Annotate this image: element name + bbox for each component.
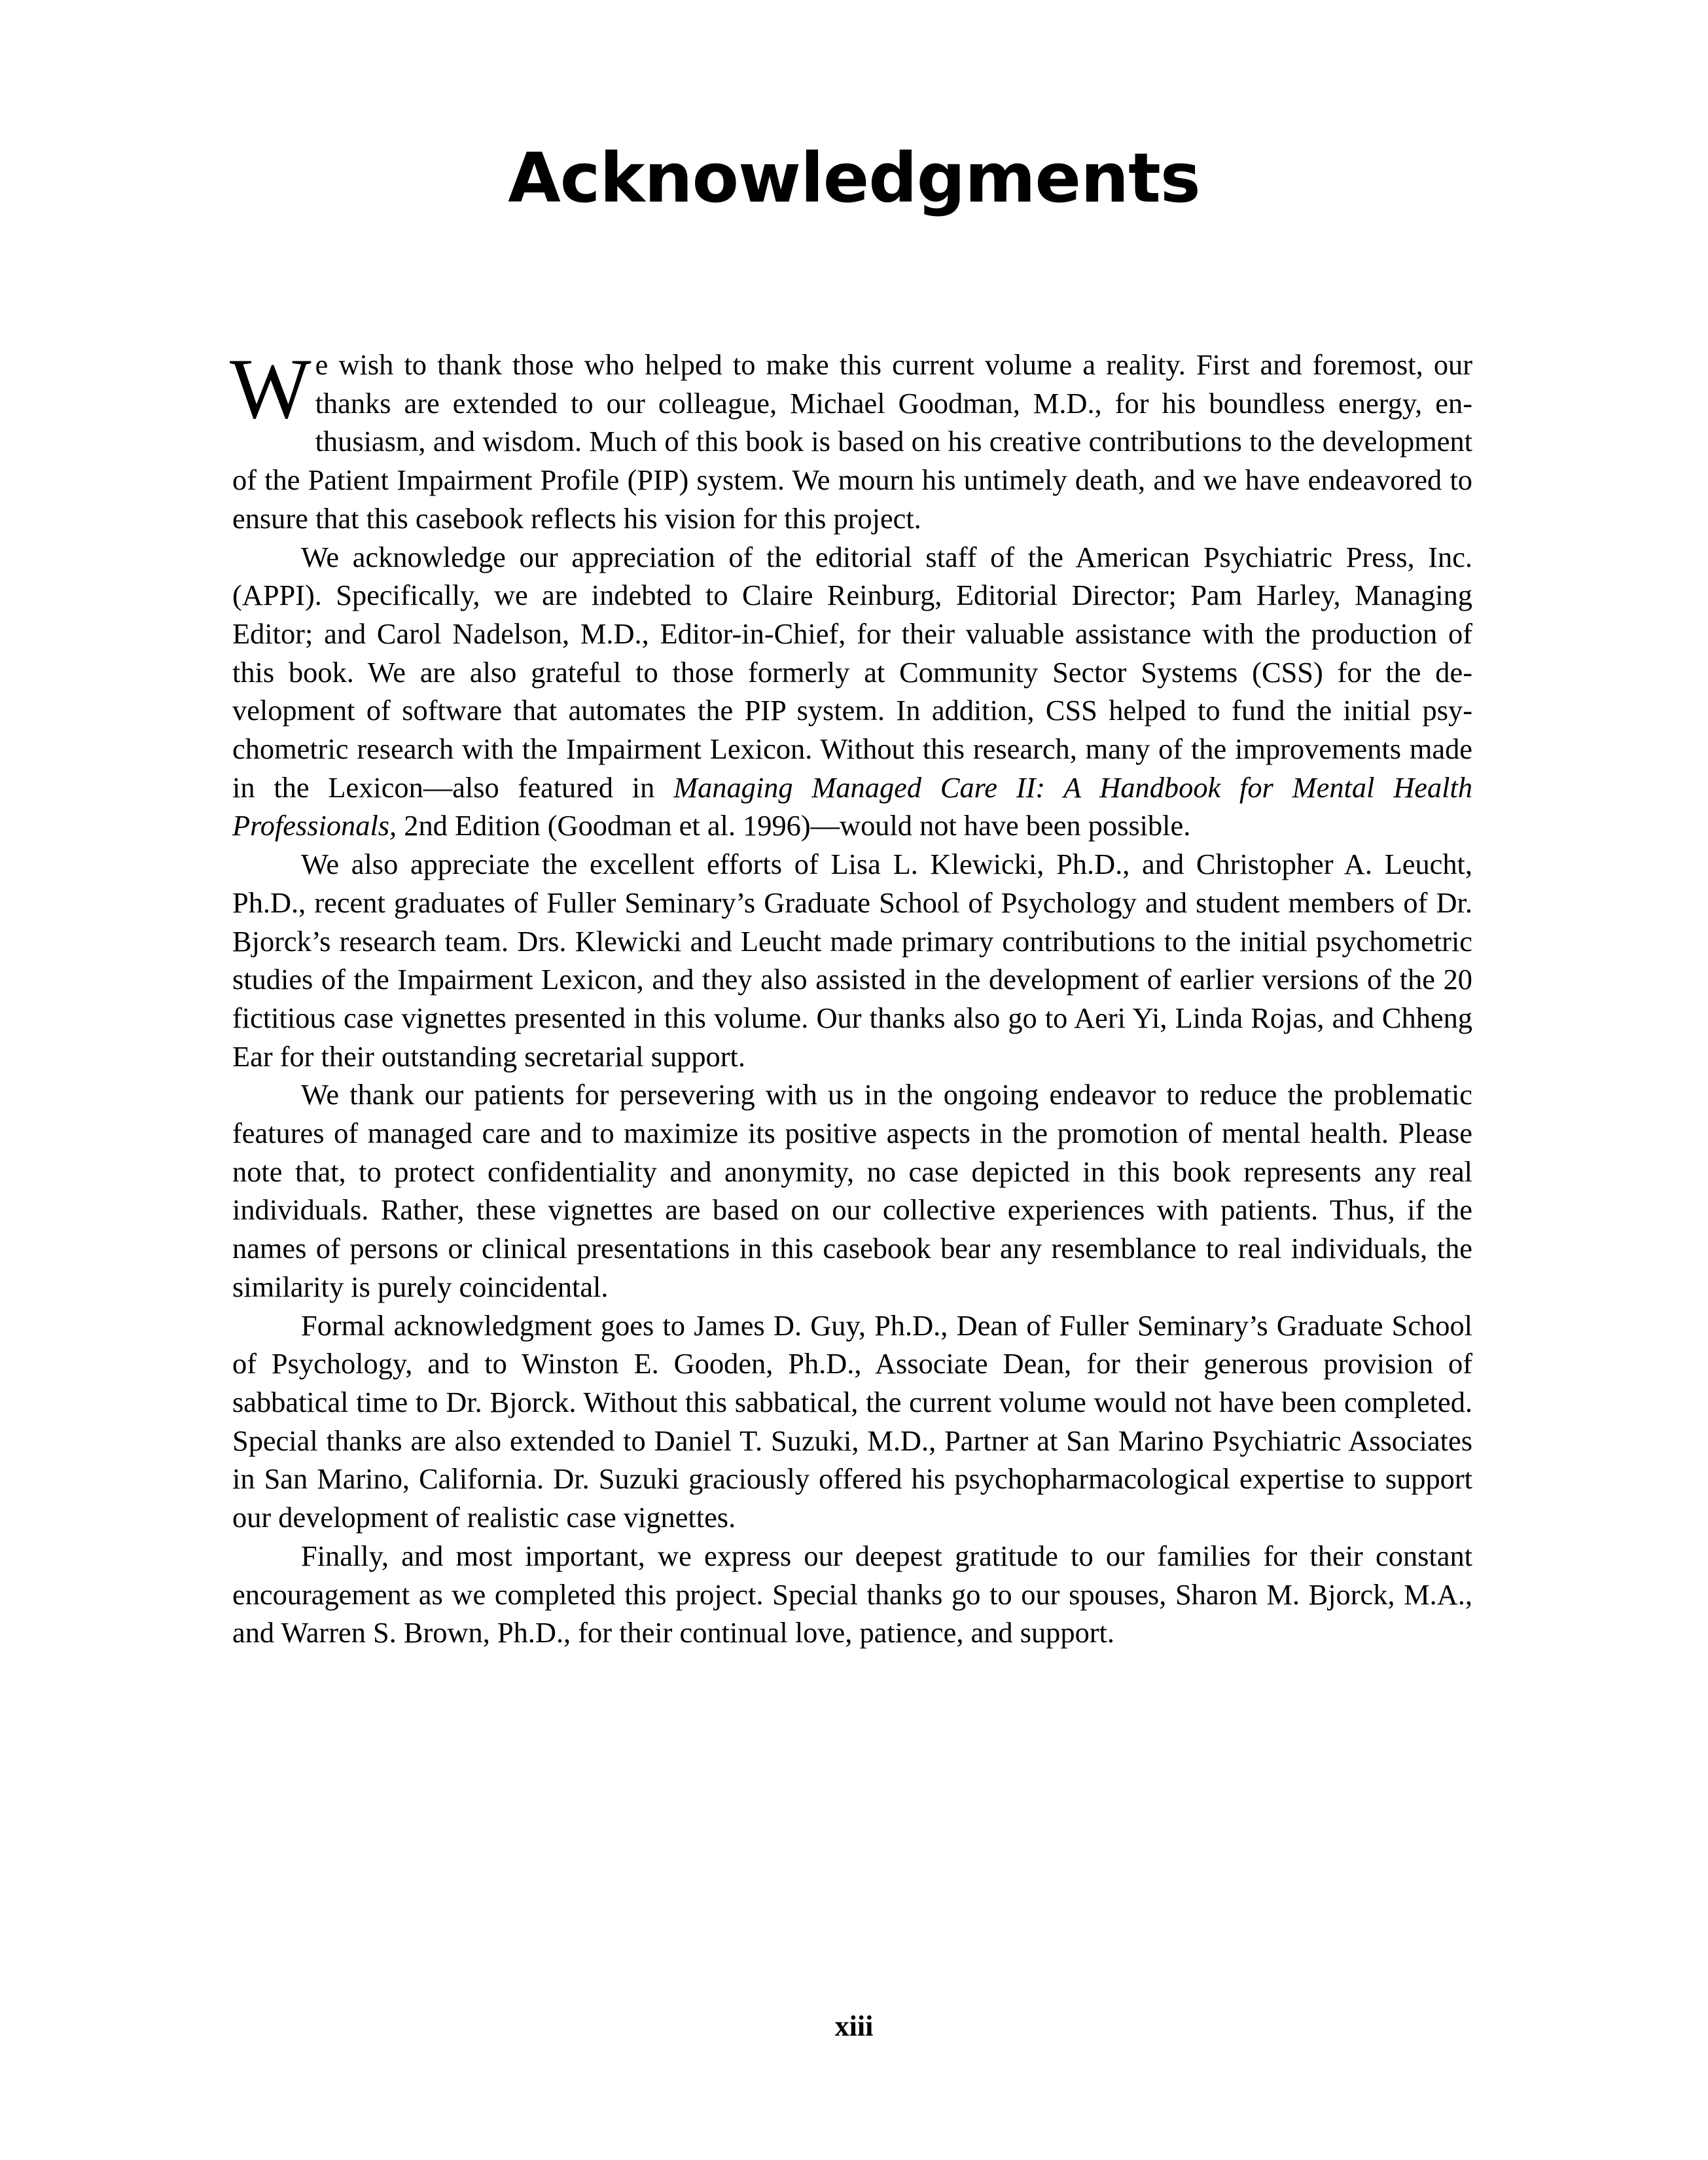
drop-cap: W: [230, 340, 311, 437]
acknowledgments-body: [230, 340, 1473, 1652]
paragraph-5: Formal acknowledgment goes to James D. Guy, Ph.D., Dean of Fuller Seminary’s Graduate School of Psychology, and to Winston E. Gooden, Ph.D., Associate Dean, for their generous provision of sabbatical time to Dr. Bjorck. Without this sabbatical, the current volume would not have been completed. Special thanks are also extended to Daniel T. Suzuki, M.D., Partner at San Marino Psychiatric Associates in San Marino, California. Dr. Suzuki graciously offered his psychopharmacological expertise to support our development of realistic case vignettes.: [232, 1308, 1472, 1534]
page-title: Acknowledgments: [508, 138, 1200, 218]
book-title-citation: Managing Managed Care II: A Handbook for Mental Health Professionals,: [232, 770, 1473, 842]
paragraph-2-text-end: 2nd Edition (Goodman et al. 1996)—would not have been possible.: [397, 809, 1191, 842]
paragraph-3: We also appreciate the excellent efforts of Lisa L. Klewicki, Ph.D., and Christopher A. Leucht, Ph.D., recent graduates of Fuller Seminary’s Graduate School of Psychology and student members of Dr. Bjorck’s research team. Drs. Klewicki and Leucht made primary contributions to the initial psychometric studies of the Impairment Lexicon, and they also assisted in the development of earlier versions of the 20 fictitious case vignettes presented in this volume. Our thanks also go to Aeri Yi, Linda Rojas, and Chheng Ear for their outstanding secretarial support.: [232, 848, 1472, 1073]
paragraph-2-text-start: We acknowledge our appreciation of the editorial staff of the American Psychiatric Press, Inc. (APPI). Specifically, we are indebted to Claire Reinburg, Editorial Director; Pam Harley, Managing Editor; and Carol Nadelson, M.D., Editor-in-Chief, for their valuable assistance with the production of this book. We are also grateful to those formerly at Community Sector Systems (CSS) for the development of software that automates the PIP system. In addition, CSS helped to fund the initial psychometric research with the Impairment Lexicon. Without this research, many of the improvements made in the Lexicon—also featured in: [232, 540, 1472, 804]
paragraph-1-text: e wish to thank those who helped to make this current volume a reality. First and foremost, our thanks are extended to our colleague, Michael Goodman, M.D., for his boundless energy, enthusiasm, and wisdom. Much of this book is based on his creative contributions to the development of the Patient Impairment Profile (PIP) system. We mourn his untimely death, and we have endeavored to ensure that this casebook reflects his vision for this project.: [232, 348, 1472, 535]
paragraph-1: [230, 340, 1472, 538]
paragraph-4: We thank our patients for persevering with us in the ongoing endeavor to reduce the problematic features of managed care and to maximize its positive aspects in the promotion of mental health. Please note that, to protect confidentiality and anonymity, no case depicted in this book represents any real individuals. Rather, these vignettes are based on our collective experiences with patients. Thus, if the names of persons or clinical presentations in this casebook bear any resemblance to real individuals, the similarity is purely coincidental.: [232, 1078, 1472, 1303]
paragraph-6: Finally, and most important, we express our deepest gratitude to our families for their constant encouragement as we completed this project. Special thanks go to our spouses, Sharon M. Bjorck, M.A., and Warren S. Brown, Ph.D., for their continual love, patience, and support.: [232, 1539, 1472, 1649]
page-number: xiii: [834, 2010, 874, 2042]
paragraph-2: [232, 538, 1472, 846]
